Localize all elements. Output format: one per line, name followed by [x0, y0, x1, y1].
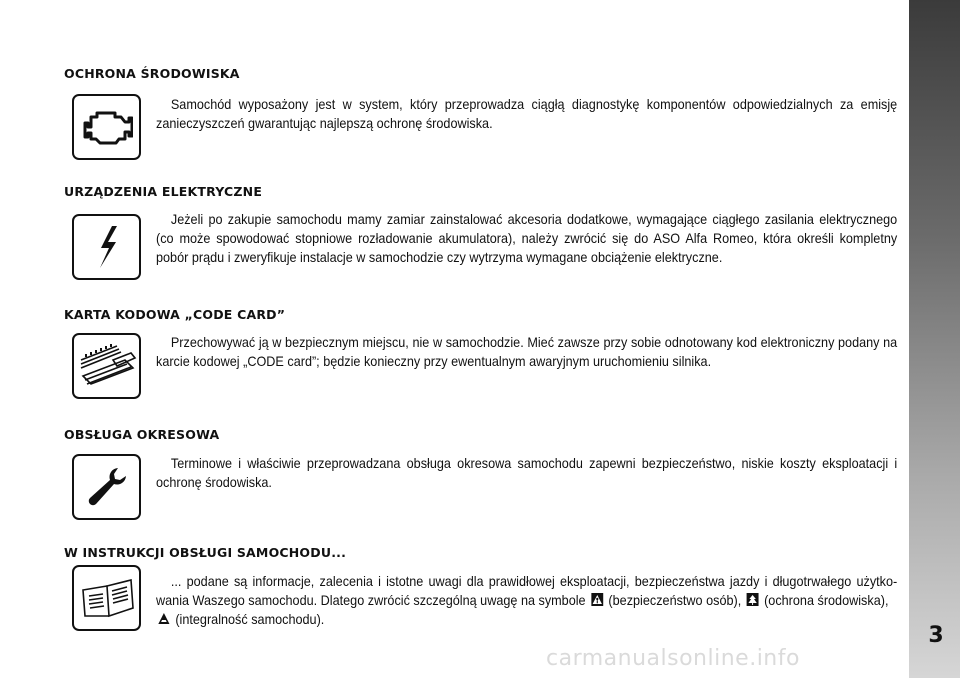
- page-number: 3: [928, 623, 944, 648]
- person-safety-symbol-icon: [591, 593, 603, 606]
- code-card-icon: [72, 333, 141, 399]
- vehicle-integrity-symbol-icon: [158, 612, 170, 625]
- text-part: (ochrona środowiska),: [764, 593, 889, 608]
- lightning-bolt-icon: [72, 214, 141, 280]
- section-text: Jeżeli po zakupie samochodu mamy zamiar zainstalować akcesoria dodatkowe, wymagające ciągłego zasilania elektrycznego (co może spowodować stopniowe rozładowanie akumulatora), należy zwrócić się do ASO Alfa Romeo, która określi kompletny pobór prądu i zweryfikuje instalacje w samochodzie czy wytrzyma wymagane obciążenie elektryczne.: [156, 212, 898, 265]
- section-text: Samochód wyposażony jest w system, który przeprowadza ciągłą diagnostykę komponentów odpowiedzialnych za emisję zanieczyszczeń gwarantując najlepszą ochronę środowiska.: [156, 97, 898, 131]
- section-text: Terminowe i właściwie przeprowadzana obsługa okresowa samochodu zapewni bezpieczeństwo, niskie koszty eksploatacji i ochronę środowiska.: [156, 456, 898, 490]
- wrench-icon: [72, 454, 141, 520]
- section-environment: [64, 66, 898, 166]
- section-heading: URZĄDZENIA ELEKTRYCZNE: [64, 184, 263, 199]
- open-book-icon: [72, 565, 141, 631]
- section-heading: OBSŁUGA OKRESOWA: [64, 427, 220, 442]
- section-text: [156, 572, 897, 629]
- section-text: Przechowywać ją w bezpiecznym miejscu, nie w samochodzie. Mieć zawsze przy sobie odnotowany kod elektroniczny podany na karcie kodowej „CODE card”; będzie konieczny przy ewentualnym awaryjnym uruchomieniu silnika.: [156, 335, 898, 369]
- section-heading: OCHRONA ŚRODOWISKA: [64, 66, 240, 81]
- section-heading: KARTA KODOWA „CODE CARD”: [64, 307, 286, 322]
- section-electrical: [64, 184, 898, 284]
- section-heading: W INSTRUKCJI OBSŁUGI SAMOCHODU...: [64, 545, 347, 560]
- environment-symbol-icon: [747, 593, 759, 606]
- watermark: carmanualsonline.info: [546, 646, 800, 671]
- text-part: (integralność samochodu).: [175, 612, 325, 627]
- section-code-card: [64, 307, 898, 407]
- side-tab: [909, 0, 960, 678]
- section-manual: [64, 545, 898, 645]
- section-maintenance: [64, 427, 898, 527]
- text-part: (bezpieczeństwo osób),: [608, 593, 742, 608]
- text-part: ... podane są informacje, zalecenia i istotne uwagi dla prawidłowej eksploatacji, bezpieczeństwa jazdy i długotrwałego użytko-wania Waszego samochodu. Dlatego zwrócić szczególną uwagę na symbole: [156, 574, 898, 608]
- engine-check-icon: [72, 94, 141, 160]
